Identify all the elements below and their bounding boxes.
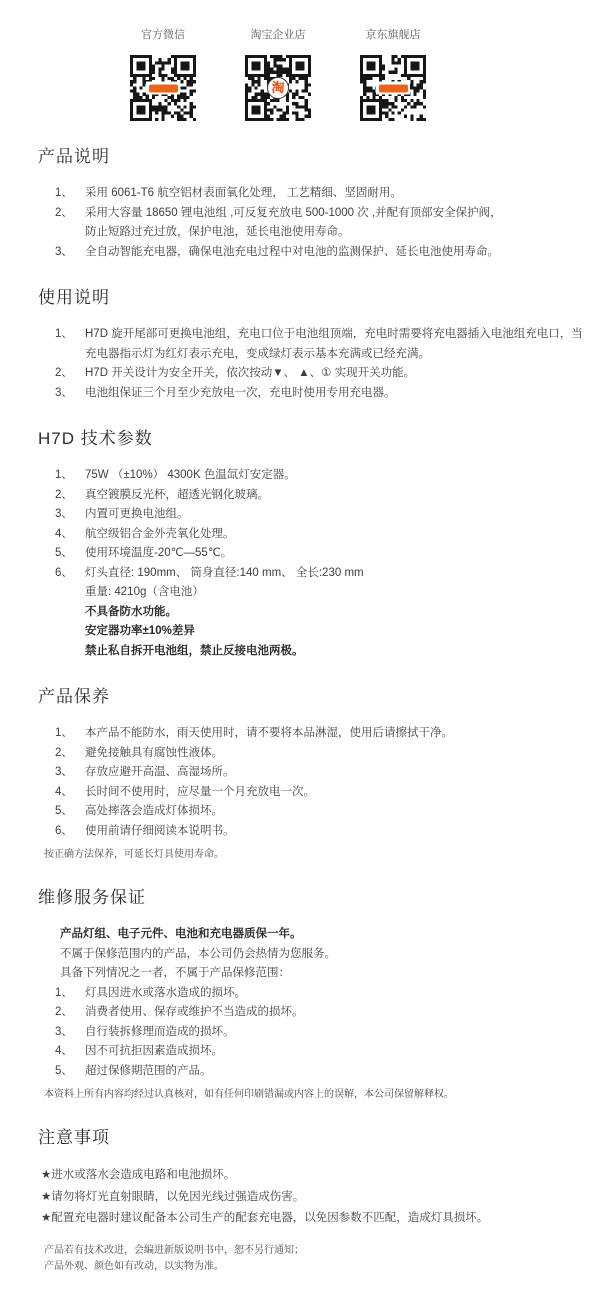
list-item	[38, 1023, 562, 1043]
list-item	[38, 525, 562, 545]
warranty-note: 不属于保修范围内的产品，本公司仍会热情为您服务。	[60, 947, 336, 960]
item-number: 2、	[55, 746, 73, 759]
warning-text: 不具备防水功能。	[85, 605, 177, 618]
note-line: 产品若有技术改进，会编进新版说明书中，恕不另行通知；	[44, 1244, 304, 1256]
jd-qr-code	[360, 55, 426, 121]
item-text: H7D 旋开尾部可更换电池组，充电口位于电池组顶端，充电时需要将充电器插入电池组充电口，当	[85, 328, 583, 340]
item-number: 3、	[55, 1025, 73, 1038]
qr-label-taobao: 淘宝企业店	[250, 29, 306, 41]
item-text: 灯具因进水或落水造成的损坏。	[85, 986, 246, 999]
list-item	[38, 364, 562, 384]
item-text: 长时间不使用时，应尽量一个月充放电一次。	[85, 785, 315, 798]
item-text: 消费者使用、保存或维护不当造成的损坏。	[85, 1006, 304, 1018]
item-text: 因不可抗拒因素造成损坏。	[85, 1045, 223, 1057]
item-number: 2、	[55, 488, 73, 501]
item-number: 5、	[55, 805, 73, 817]
item-number: 1、	[55, 469, 73, 481]
precaution-line: ★配置充电器时建议配备本公司生产的配套充电器，以免因参数不匹配，造成灯具损坏。	[41, 1212, 489, 1224]
item-text-switch-sequence: H7D 开关设计为安全开关，依次按动▼、 ▲、① 实现开关功能。	[85, 367, 416, 379]
list-item	[38, 204, 562, 243]
item-text: 使用前请仔细阅读本说明书。	[85, 824, 235, 837]
qr-label-jd: 京东旗舰店	[365, 29, 421, 41]
item-text: 本产品不能防水，雨天使用时，请不要将本品淋湿，使用后请擦拭干净。	[85, 727, 453, 739]
wechat-qr-code	[130, 55, 196, 121]
qr-section	[130, 28, 562, 121]
precaution-line: ★请勿将灯光直射眼睛，以免因光线过强造成伤害。	[41, 1190, 305, 1203]
item-text: 采用 6061-T6 航空铝材表面氧化处理， 工艺精细、坚固耐用。	[85, 187, 402, 199]
section-title: 产品说明	[38, 147, 110, 166]
item-number: 1、	[55, 187, 73, 199]
maintenance-footnote: 按正确方法保养，可延长灯具使用寿命。	[44, 849, 224, 860]
item-number: 2、	[55, 206, 73, 219]
list-item	[38, 1062, 562, 1082]
list-item	[38, 984, 562, 1004]
list-item	[38, 486, 562, 506]
item-number: 2、	[55, 367, 73, 379]
item-text: 全自动智能充电器，确保电池充电过程中对电池的监测保护、延长电池使用寿命。	[85, 245, 499, 258]
list-item	[38, 544, 562, 564]
section-title: H7D 技术参数	[38, 429, 153, 448]
item-text: 自行装拆修理而造成的损坏。	[85, 1025, 235, 1038]
section-usage-instructions	[38, 287, 583, 403]
section-title: 注意事项	[38, 1128, 110, 1147]
list-item	[38, 744, 562, 764]
item-number: 5、	[55, 547, 73, 559]
list-item	[38, 783, 562, 803]
section-warranty	[38, 887, 562, 1102]
warranty-statement: 产品灯组、电子元件、电池和充电器质保一年。	[60, 928, 302, 940]
list-item	[38, 384, 562, 404]
qr-label-wechat: 官方微信	[141, 29, 185, 41]
taobao-qr-code	[245, 55, 311, 121]
warning-text: 安定器功率±10%差异	[85, 625, 195, 637]
item-number: 4、	[55, 785, 73, 798]
section-precautions	[38, 1127, 562, 1276]
section-technical-parameters	[38, 428, 562, 661]
item-number: 1、	[55, 727, 73, 739]
list-item	[38, 822, 562, 842]
item-number: 3、	[55, 766, 73, 778]
qr-column-taobao	[245, 28, 311, 121]
item-text: 真空镀膜反光杯，超透光钢化玻璃。	[85, 488, 269, 501]
warning-text: 禁止私自拆开电池组，禁止反接电池两极。	[85, 644, 304, 657]
item-text-weight: 重量: 4210g（含电池）	[85, 586, 204, 598]
note-line: 产品外观、颜色如有改动，以实物为准。	[44, 1261, 224, 1272]
item-text: 高处摔落会造成灯体损坏。	[85, 805, 223, 817]
list-item	[38, 724, 562, 744]
warranty-footnote: 本资料上所有内容均经过认真核对，如有任何印刷错漏或内容上的误解，本公司保留解释权。	[44, 1089, 454, 1100]
list-item	[38, 325, 583, 364]
taobao-logo-icon: 淘	[267, 77, 289, 99]
item-text: 避免接触具有腐蚀性液体。	[85, 746, 223, 759]
list-item	[38, 1003, 562, 1023]
section-product-description	[38, 146, 562, 262]
item-number: 1、	[55, 328, 73, 340]
list-item	[38, 466, 562, 486]
list-item	[38, 505, 562, 525]
item-number: 5、	[55, 1064, 73, 1077]
warranty-exclusions-intro: 具备下列情况之一者，不属于产品保修范围：	[60, 967, 290, 979]
item-number: 3、	[55, 386, 73, 399]
item-text: 存放应避开高温、高湿场所。	[85, 766, 235, 778]
item-text: 电池组保证三个月至少充放电一次，充电时使用专用充电器。	[85, 386, 396, 399]
list-item	[38, 243, 562, 263]
item-text: 75W （±10%） 4300K 色温氙灯安定器。	[85, 469, 296, 481]
list-item	[38, 184, 562, 204]
list-item	[38, 802, 562, 822]
item-text: 内置可更换电池组。	[85, 508, 189, 520]
item-text-dimensions: 灯头直径: 190mm、 筒身直径:140 mm、 全长:230 mm	[85, 566, 364, 579]
section-title: 产品保养	[38, 687, 110, 706]
item-number: 1、	[55, 986, 73, 999]
item-number: 3、	[55, 245, 73, 258]
qr-column-wechat	[130, 28, 196, 121]
item-text: 使用环境温度-20℃—55℃。	[85, 547, 233, 559]
item-text: 超过保修期范围的产品。	[85, 1064, 212, 1077]
section-product-maintenance	[38, 686, 562, 862]
item-number: 6、	[55, 566, 73, 579]
list-item	[38, 763, 562, 783]
brand-logo-icon	[146, 82, 180, 95]
qr-column-jd	[360, 28, 426, 121]
precaution-line: ★进水或落水会造成电路和电池损坏。	[41, 1169, 236, 1181]
section-title: 使用说明	[38, 288, 110, 307]
item-text: 采用大容量 18650 锂电池组 ,可反复充放电 500-1000 次 ,并配有顶部安全保护阀，	[85, 206, 502, 219]
item-number: 6、	[55, 824, 73, 837]
item-number: 2、	[55, 1006, 73, 1018]
list-item	[38, 1042, 562, 1062]
item-text: 防止短路过充过放，保护电池，延长电池使用寿命。	[85, 226, 350, 238]
item-number: 4、	[55, 527, 73, 540]
item-text: 航空级铝合金外壳氧化处理。	[85, 527, 235, 540]
revision-notes	[44, 1243, 562, 1276]
item-number: 3、	[55, 508, 73, 520]
item-number: 4、	[55, 1045, 73, 1057]
list-item	[38, 564, 562, 662]
brand-logo-icon	[376, 82, 410, 95]
section-title: 维修服务保证	[38, 888, 146, 907]
item-text: 充电器指示灯为红灯表示充电，变成绿灯表示基本充满或已经充满。	[85, 347, 430, 360]
